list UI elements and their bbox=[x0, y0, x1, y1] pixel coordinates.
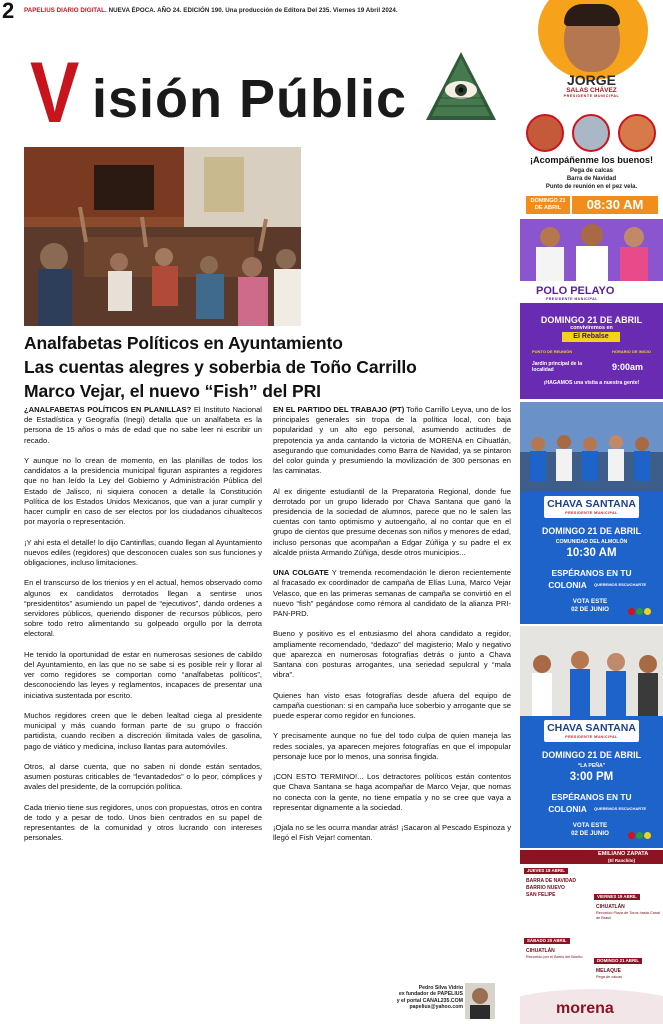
paragraph: He tenido la oportunidad de estar en numerosas sesiones de cabildo del Ayuntamiento, en las que no se sabe si es posible reír y llorar al ver como regidores se comportan como “analfabetas políticos”, desconociendo las leyes y reglamentos, incapaces de presentar una iniciativa sustentada por escrito. bbox=[24, 649, 262, 700]
paragraph: ¡CON ESTO TERMINO!... Los detractores políticos están contentos que Chava Santana se haga acompañar de Marco Vejar, que nomas no conecta con la gente, no tiene empatía y no se cree que vaya a representar dignamente a la sociedad. bbox=[273, 772, 511, 812]
paragraph: ¿ANALFABETAS POLÍTICOS EN PLANILLAS? El Instituto Nacional de Estadística y Geografía (Inegi) detalla que un analfabeta es la persona de 15 años o más de edad que no sabe leer ni escribir un recado. bbox=[24, 405, 262, 445]
paragraph: Quienes han visto esas fotografías desde afuera del equipo de campaña cuestionan: si en campaña luce soberbio y arrogante que se puede esperar como regidor en funciones. bbox=[273, 690, 511, 721]
event-time: 08:30 AM bbox=[572, 196, 658, 214]
article-column-left bbox=[24, 405, 262, 854]
morena-logo: morena bbox=[556, 1000, 614, 1017]
masthead-title: isión Públic bbox=[92, 69, 408, 129]
paragraph: Al ex dirigente estudiantil de la Preparatoria Regional, donde fue derrotado por un grupo liderado por Chava Santana que ganó la presidencia de la sociedad de alumnos, parece que no le salen las cuentas con tanto optimismo y autoengaño, al no contar que en el grupo de cientos que presume decenas son niños y menores de edad, incluso personas que acompañan a Edgar Zúñiga y su padre el ex alcalde priista Armando Zúñiga, desde otros municipios... bbox=[273, 486, 511, 557]
ad-chava-santana-la-pena[interactable]: CHAVA SANTANA PRESIDENTE MUNICIPAL DOMINGO 21 DE ABRIL “LA PEÑA” 3:00 PM ESPÉRANOS EN TU COLONIA QUEREMOS ESCUCHARTE VOTA ESTE 02 DE JUNIO bbox=[520, 626, 663, 848]
all-seeing-eye-pyramid-icon bbox=[424, 50, 498, 122]
paragraph: Otros, al darse cuenta, que no saben ni donde están sentados, asumen posturas criticables de “levantadedos” o lo peor, cómplices y avales del presidente, de la corrupción política. bbox=[24, 762, 262, 792]
event-date: DOMINGO 21 DE ABRIL bbox=[526, 196, 570, 214]
paragraph: Y aunque no lo crean de momento, en las planillas de todos los candidatos a la presidencia municipal figuran aspirantes a regidores que no han leído la Ley del Gobierno y Administración Pública del Estado de Jalisco, ni siquiera conocen a detalle la Constitución Política de los Estados Unidos Mexicanos, que van a jurar cumplir y hacer cumplir en caso de ser electos por los ciudadanos cihualtecos por mayoría o representación. bbox=[24, 456, 262, 527]
ad-polo-pelayo[interactable]: POLO PELAYO PRESIDENTE MUNICIPAL DOMINGO 21 DE ABRIL conviviremos en El Rebalse PUNTO DE REUNIÓN Jardín principal de la localidad HORARIO DE INICIO 9:00am ¡HAGAMOS una visita a nuestra gente! bbox=[520, 219, 663, 399]
event-time: 10:30 AM bbox=[566, 547, 617, 559]
party-logos bbox=[628, 826, 654, 834]
article-column-right bbox=[273, 405, 511, 854]
event-date: DOMINGO 21 DE ABRIL bbox=[540, 315, 643, 325]
ad-slogan: ¡HAGAMOS una visita a nuestra gente! bbox=[543, 380, 640, 386]
event-place: COMUNIDAD DEL ALMOLÓN bbox=[555, 539, 628, 545]
edition-details: NUEVA ÉPOCA. AÑO 24. EDICIÓN 190. Una producción de Editora Del 235. Viernes 19 Abril 2024. bbox=[106, 7, 398, 14]
headline-3: Marco Vejar, el nuevo “Fish” del PRI bbox=[24, 381, 321, 401]
edition-info bbox=[24, 7, 398, 14]
masthead bbox=[22, 44, 502, 144]
author-photo bbox=[465, 983, 495, 1019]
event-time: 9:00am bbox=[612, 362, 644, 372]
candidate-name: CHAVA SANTANA bbox=[547, 722, 636, 734]
event-date: DOMINGO 21 DE ABRIL bbox=[542, 526, 641, 536]
paragraph: Cada trienio tiene sus regidores, unos con propuestas, otros en contra de todo y a pesar de todo. Unos bien centrados en su papel de representantes de la comunidad y otros lucrando con intereses personales. bbox=[24, 802, 262, 843]
ad-morena-agenda[interactable]: EMILIANO ZAPATA (El Ranchito) JUEVES 18 ABRIL BARRA DE NAVIDAD BARRIO NUEVO SAN FELIPE VIERNES 19 ABRIL CIHUATLÁN Recorrido Plaza de Toros hasta Canal de Brasil SÁBADO 20 ABRIL CIHUATLÁN Recorrido por el Barrio del Borrito DOMINGO 21 ABRIL MELAQUE Pega de calcas morena bbox=[520, 850, 663, 1024]
paragraph: UNA COLGATE Y tremenda recomendación le dieron recientemente al fracasado ex coordinador de campaña de Elías Luna, Marco Vejar Velasco, que en las primeras semanas de campaña se convirtió en el nuevo “fish” pegándose como rémora al candidato de la alianza PRI-PAN-PRD. bbox=[273, 568, 511, 619]
candidate-name: POLO PELAYO bbox=[536, 285, 615, 297]
candidate-role: PRESIDENTE MUNICIPAL bbox=[546, 297, 598, 301]
author-byline: Pedro Silva Vidrio ex fundador de PAPELIUS y el portal CANAL235.COM papelius@yahoo.com bbox=[396, 985, 463, 1011]
ad-slogan: ¡Acompáñenme los buenos! bbox=[529, 155, 654, 165]
candidate-surname: SALAS CHÁVEZ bbox=[566, 87, 617, 94]
paragraph: ¡Ojala no se les ocurra mandar atrás! ¡Sacaron al Pescado Espinoza y llegó el Fish Vejar! comentan. bbox=[273, 823, 511, 843]
event-date: DOMINGO 21 DE ABRIL bbox=[542, 750, 641, 760]
masthead-initial: V bbox=[30, 45, 80, 141]
paragraph: Bueno y positivo es el entusiasmo del ahora candidato a regidor, ampliamente recomendado, “dedazo” del magisterio; Malo y negativo que aparezca en numerosas fotografías detrás o junto a Chava Santana con posturas arrogantes, una seriedad sepulcral y “mala vibra”. bbox=[273, 629, 511, 680]
council-session-photo bbox=[24, 147, 301, 326]
ad-chava-santana-almolon[interactable]: CHAVA SANTANA PRESIDENTE MUNICIPAL DOMINGO 21 DE ABRIL COMUNIDAD DEL ALMOLÓN 10:30 AM ESPÉRANOS EN TU COLONIA QUEREMOS ESCUCHARTE VOTA ESTE 02 DE JUNIO bbox=[520, 402, 663, 624]
paragraph: En el transcurso de los trienios y en el actual, hemos observado como algunos ex candidatos derrotados llegan a sentirse unos “presidentitos” asumiendo un papel de “ejecutivos”, dando ordenes a servidores públicos, queriendo disponer de recursos públicos, pero sobre todo retro alimentando su golpeado orgullo por la derrota electoral. bbox=[24, 578, 262, 639]
paragraph: EN EL PARTIDO DEL TRABAJO (PT) Toño Carrillo Leyva, uno de los principales generales sin tropa de la política local, con baja popularidad y un alto ego personal, asumiendo actitudes de prepotencia ya anda cantando la victoria de MORENA en Cihuatlán, asegurando que comunidades como Barra de Navidad, ya se pintaron del color guinda y presumiendo la movilización de 300 personas en las caminatas. bbox=[273, 405, 511, 476]
candidate-name: JORGE bbox=[566, 72, 616, 88]
candidate-role: PRESIDENTE MUNICIPAL bbox=[563, 94, 620, 98]
paragraph: Muchos regidores creen que le deben lealtad ciega al presidente municipal y más cuando forman parte de su grupo o fracción partidista, cuando reciben a discreción ilimitada vales de gasolina, pago de viático y medicina, incluso llantas para automóviles. bbox=[24, 711, 262, 751]
paper-name: PAPELIUS DIARIO DIGITAL. bbox=[24, 7, 107, 14]
candidate-role: PRESIDENTE MUNICIPAL bbox=[565, 511, 618, 515]
page-number: 2 bbox=[2, 0, 15, 23]
headline-2: Las cuentas alegres y soberbia de Toño Carrillo bbox=[24, 357, 417, 377]
page-header bbox=[0, 0, 520, 22]
paragraph: Y precisamente aunque no fue del todo culpa de quien maneja las redes sociales, ya aparecen mejores fotografías en que el impopular personaje luce por lo menos, una sonrisa fingida. bbox=[273, 731, 511, 761]
headline-1: Analfabetas Políticos en Ayuntamiento bbox=[24, 333, 343, 353]
paragraph: ¡Y ahí esta el detalle! lo dijo Cantinflas, cuando llegan al Ayuntamiento nuevos ediles (regidores) que desconocen cuales son sus funciones y obligaciones, incluso limitaciones. bbox=[24, 537, 262, 568]
ad-jorge-salas[interactable]: JORGE SALAS CHÁVEZ PRESIDENTE MUNICIPAL ¡Acompáñenme los buenos! Pega de calcas Barra de Navidad Punto de reunión en el pez vela. DOMINGO 21 DE ABRIL 08:30 AM bbox=[520, 0, 663, 218]
event-time: 3:00 PM bbox=[569, 771, 614, 783]
party-logos bbox=[628, 602, 654, 610]
event-place: El Rebalse bbox=[562, 332, 620, 342]
agenda-background bbox=[520, 850, 663, 1024]
campaign-crowd-photo bbox=[520, 402, 663, 492]
candidates-group-photo bbox=[520, 219, 663, 281]
candidate-role: PRESIDENTE MUNICIPAL bbox=[565, 735, 618, 739]
campaign-crowd-photo bbox=[520, 626, 663, 716]
photo-circles bbox=[526, 114, 658, 152]
event-place: “LA PEÑA” bbox=[577, 763, 606, 769]
candidate-name: CHAVA SANTANA bbox=[547, 498, 636, 510]
